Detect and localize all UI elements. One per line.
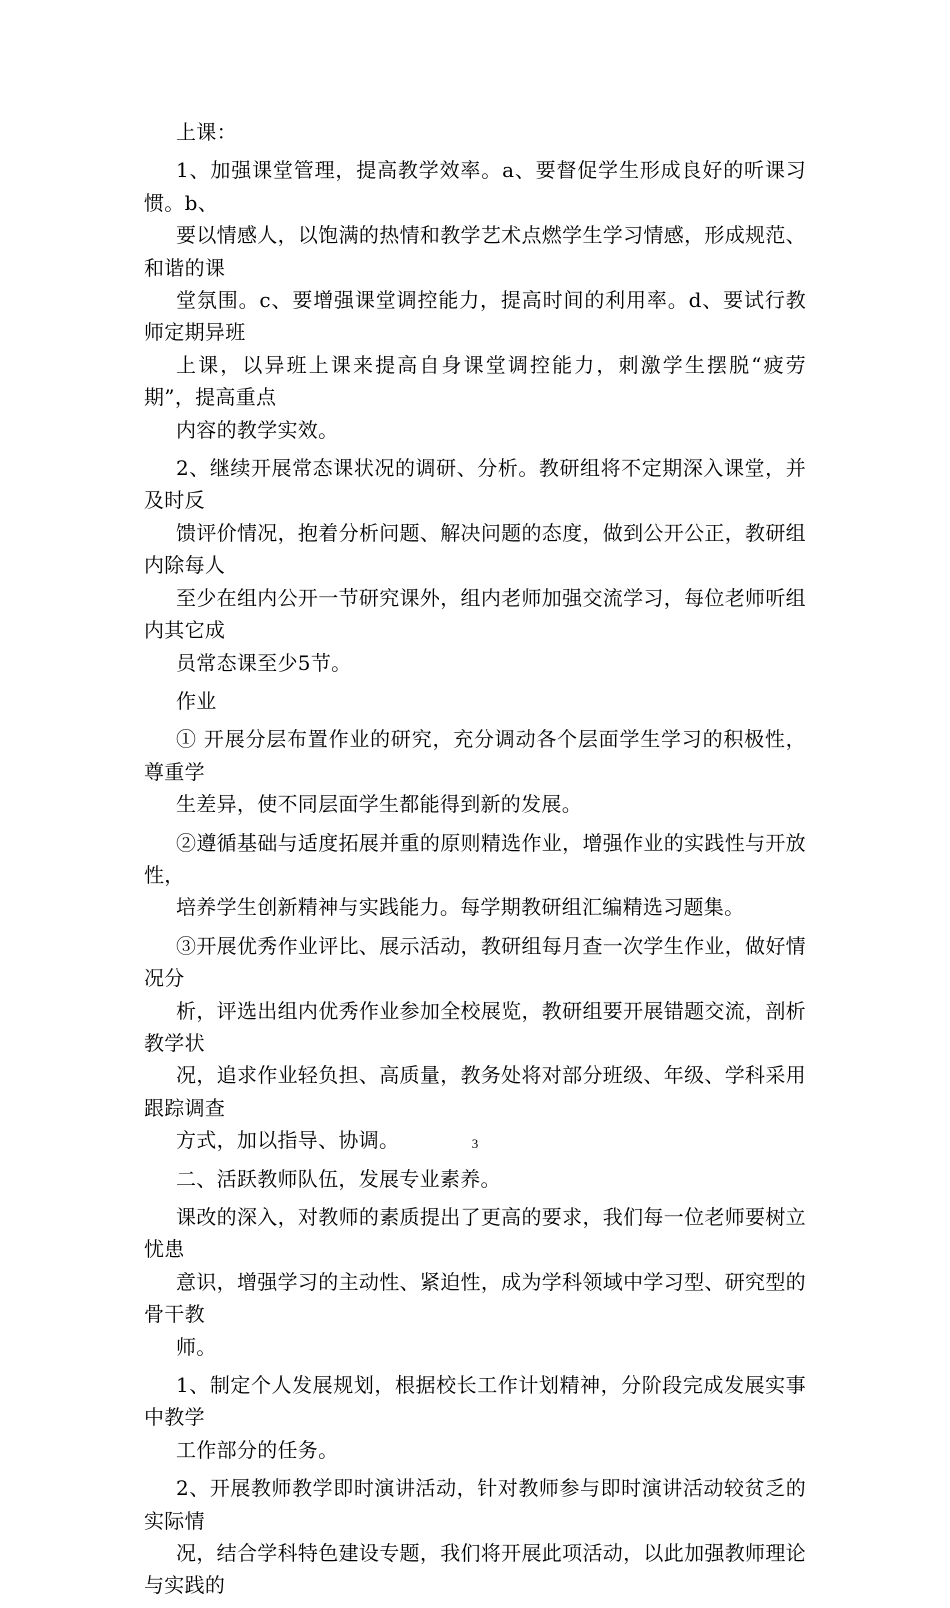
paragraph-heading-homework xyxy=(144,685,806,717)
text-line: 意识，增强学习的主动性、紧迫性，成为学科领域中学习型、研究型的骨干教 xyxy=(144,1269,806,1327)
text-line: 师。 xyxy=(176,1334,217,1359)
text-line: 2、开展教师教学即时演讲活动，针对教师参与即时演讲活动较贫乏的实际情 xyxy=(144,1476,806,1533)
text-line: 析，评选出组内优秀作业参加全校展览，教研组要开展错题交流，剖析教学状 xyxy=(144,998,806,1055)
text-line: 2、继续开展常态课状况的调研、分析。教研组将不定期深入课堂，并及时反 xyxy=(144,456,806,513)
paragraph-regular-lesson-research xyxy=(144,452,806,679)
text-line: ②遵循基础与适度拓展并重的原则精选作业，增强作业的实践性与开放性， xyxy=(144,830,806,887)
text-line: 课改的深入，对教师的素质提出了更高的要求，我们每一位老师要树立忧患 xyxy=(144,1205,806,1262)
text-line: 员常态课至少5节。 xyxy=(176,650,352,675)
text-line: 内容的教学实效。 xyxy=(176,417,339,442)
text-line: 上课： xyxy=(176,120,237,144)
paragraph-homework-item-1 xyxy=(144,723,806,820)
text-line: 至少在组内公开一节研究课外，组内老师加强交流学习，每位老师听组内其它成 xyxy=(144,585,806,643)
text-line: 二、活跃教师队伍，发展专业素养。 xyxy=(176,1166,501,1191)
paragraph-homework-item-3 xyxy=(144,930,806,1157)
paragraph-impromptu-speech xyxy=(144,1472,806,1602)
text-line: 要以情感人，以饱满的热情和教学艺术点燃学生学习情感，形成规范、和谐的课 xyxy=(144,223,806,280)
text-line: 工作部分的任务。 xyxy=(176,1437,339,1462)
paragraph-curriculum-reform xyxy=(144,1201,806,1363)
page-number: 3 xyxy=(471,1136,479,1151)
text-line: 况，追求作业轻负担、高质量，教务处将对部分班级、年级、学科采用跟踪调查 xyxy=(144,1063,806,1120)
text-line: 1、制定个人发展规划，根据校长工作计划精神，分阶段完成发展实事中教学 xyxy=(144,1373,806,1430)
paragraph-classroom-management xyxy=(144,154,806,446)
paragraph-heading-class xyxy=(144,116,806,148)
text-line: ③开展优秀作业评比、展示活动，教研组每月查一次学生作业，做好情况分 xyxy=(144,933,806,991)
text-line: 1、加强课堂管理，提高教学效率。a、要督促学生形成良好的听课习惯。b、 xyxy=(144,158,806,215)
text-line: 馈评价情况，抱着分析问题、解决问题的态度，做到公开公正，教研组内除每人 xyxy=(144,520,806,578)
paragraph-development-plan xyxy=(144,1369,806,1466)
document-body xyxy=(144,116,806,1608)
text-line: 作业 xyxy=(176,688,217,713)
text-line: 生差异，使不同层面学生都能得到新的发展。 xyxy=(176,792,582,817)
text-line: 方式，加以指导、协调。 xyxy=(176,1128,400,1153)
paragraph-heading-teacher-team xyxy=(144,1163,806,1195)
text-line: 况，结合学科特色建设专题，我们将开展此项活动，以此加强教师理论与实践的 xyxy=(144,1541,806,1598)
text-line: 培养学生创新精神与实践能力。每学期教研组汇编精选习题集。 xyxy=(176,895,745,920)
text-line: ① 开展分层布置作业的研究，充分调动各个层面学生学习的积极性，尊重学 xyxy=(144,727,806,784)
paragraph-homework-item-2 xyxy=(144,827,806,924)
text-line: 上课，以异班上课来提高自身课堂调控能力，刺激学生摆脱“疲劳期”，提高重点 xyxy=(144,352,806,410)
text-line: 堂氛围。c、要增强课堂调控能力，提高时间的利用率。d、要试行教师定期异班 xyxy=(144,288,806,345)
